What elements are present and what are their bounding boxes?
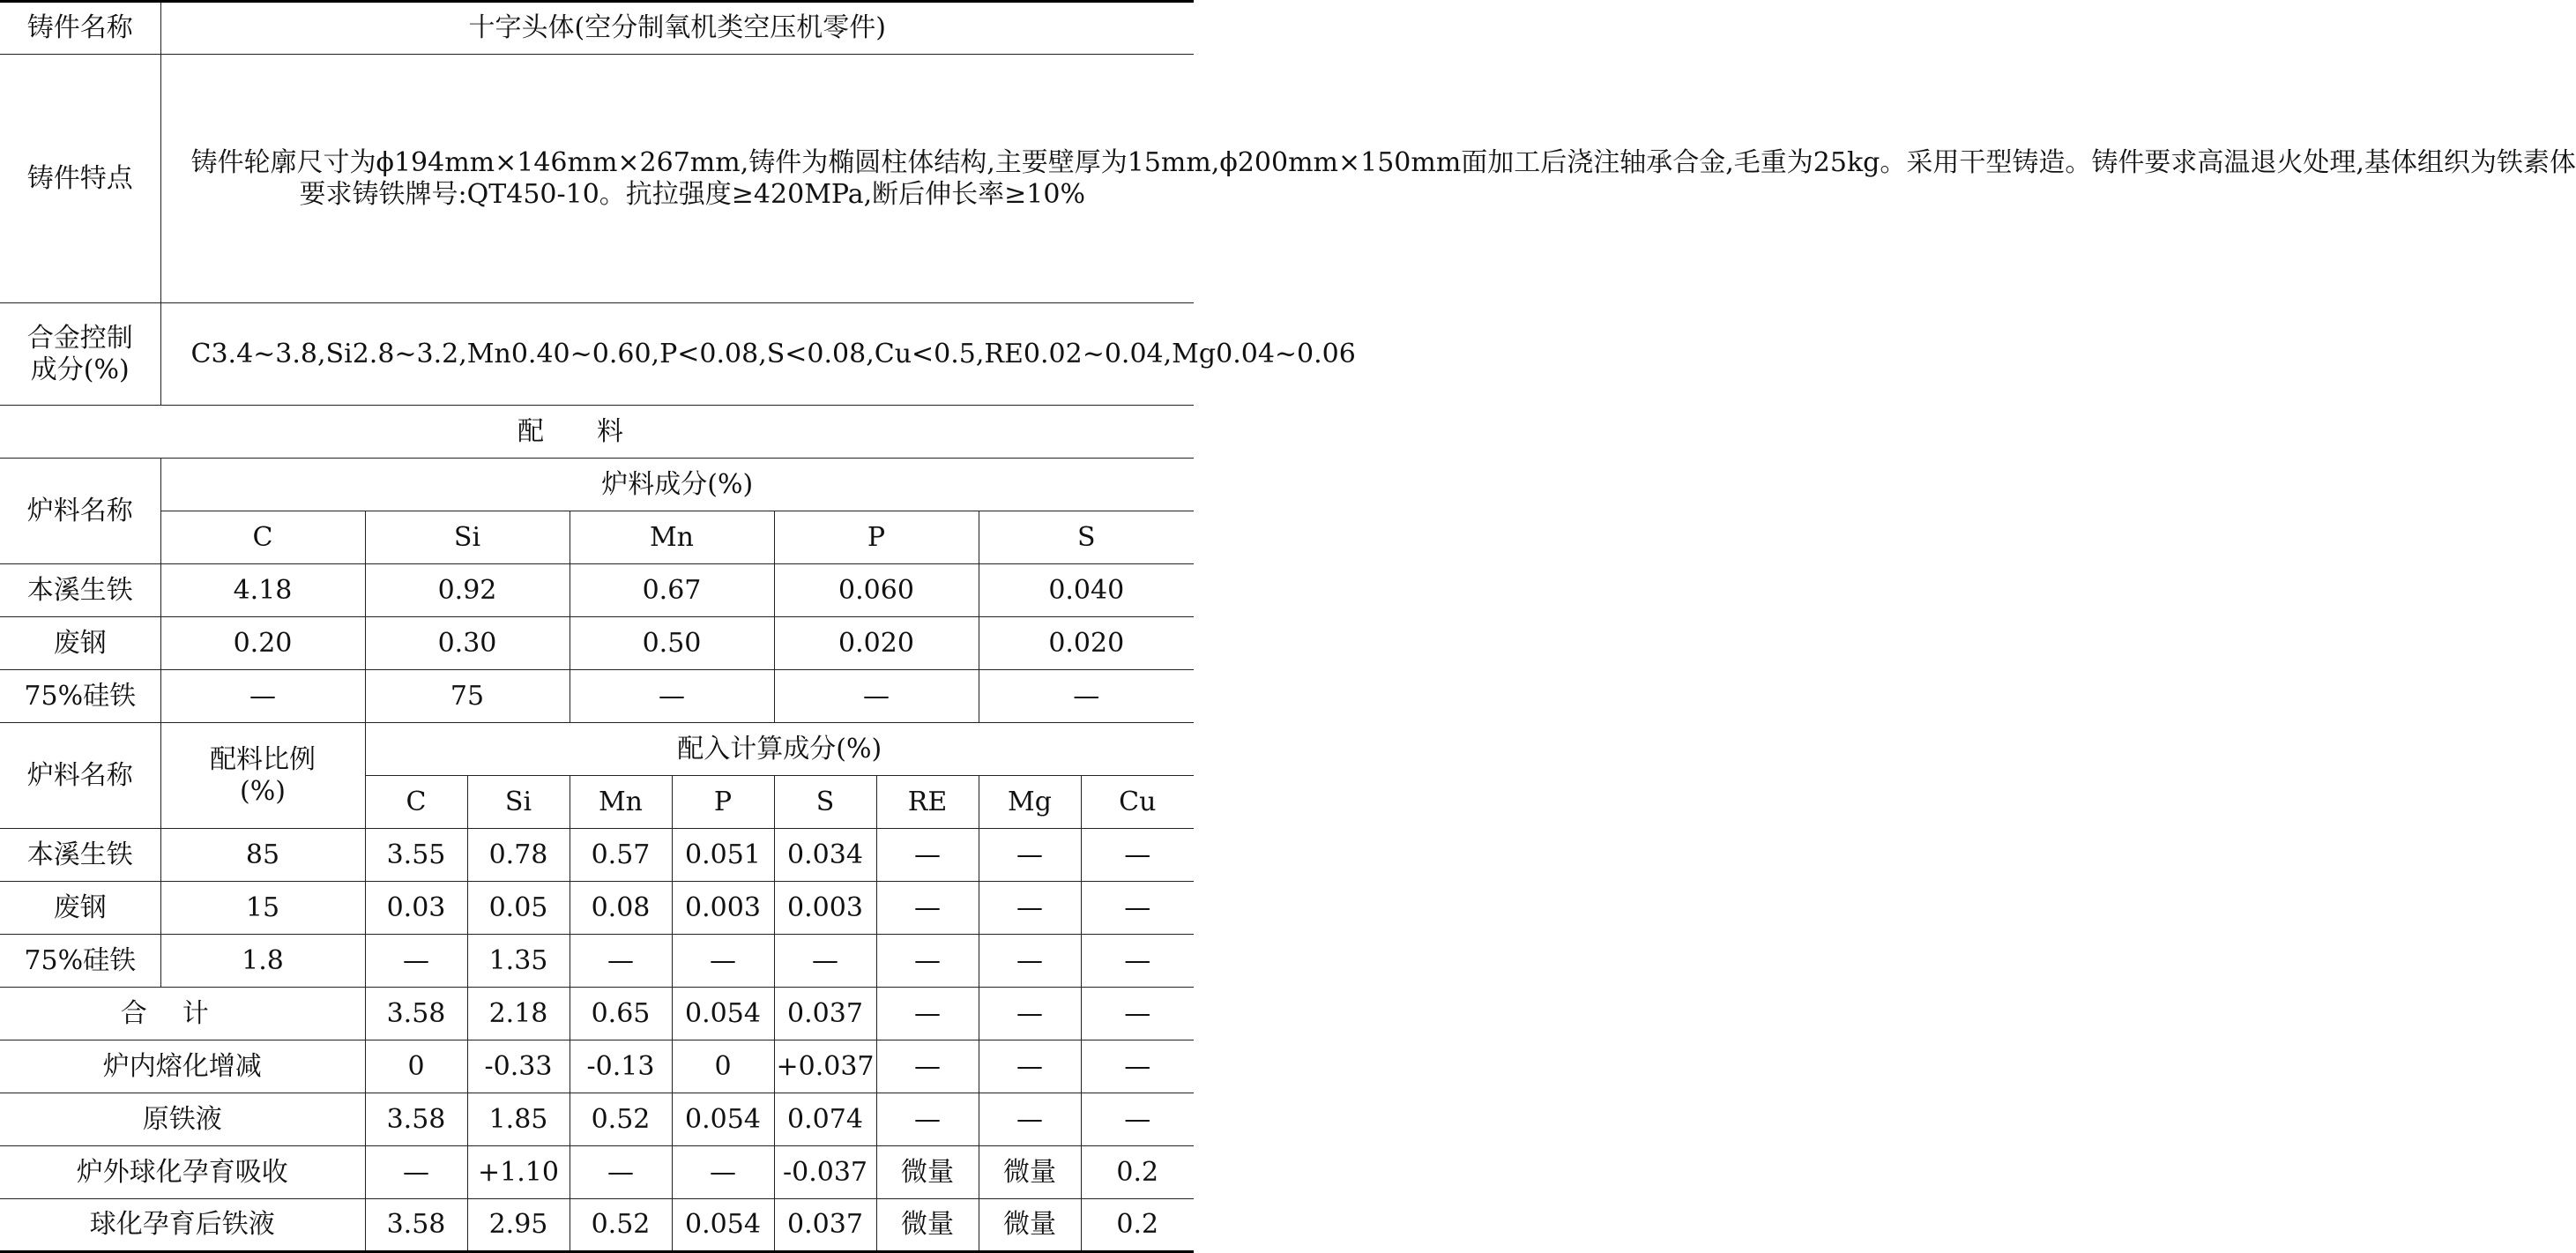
charge-col-mn: Mn	[570, 511, 774, 564]
calc-col-c: C	[365, 776, 467, 829]
summary-row-absorption	[0, 1146, 1194, 1199]
calc-col-si: Si	[467, 776, 570, 829]
summary-cell: 0	[365, 1040, 467, 1093]
summary-cell: +1.10	[467, 1146, 570, 1199]
summary-row-name: 炉内熔化增减	[0, 1040, 365, 1093]
calc-cell: —	[876, 829, 979, 882]
calc-row-ratio: 15	[160, 882, 365, 935]
calc-cell: 0.05	[467, 882, 570, 935]
alloy-label-line-2: 成分(%)	[30, 354, 130, 385]
summary-cell: —	[979, 1093, 1081, 1146]
calc-row-ratio: 1.8	[160, 935, 365, 988]
charge-cell: —	[979, 670, 1194, 723]
summary-cell: —	[1081, 988, 1194, 1040]
charge-row-name: 75%硅铁	[0, 670, 160, 723]
summary-cell: —	[979, 1040, 1081, 1093]
charge-cell: 0.20	[160, 617, 365, 670]
casting-name-value: 十字头体(空分制氧机类空压机零件)	[160, 2, 1194, 55]
calc-header-row	[0, 723, 1194, 776]
calc-cell: —	[979, 935, 1081, 988]
charge-cell: 75	[365, 670, 570, 723]
calc-cell: 1.35	[467, 935, 570, 988]
summary-row-name: 炉外球化孕育吸收	[0, 1146, 365, 1199]
calc-cell: 0.08	[570, 882, 672, 935]
summary-cell: 微量	[979, 1199, 1081, 1252]
alloy-control-value	[160, 303, 1356, 406]
summary-row-base-iron	[0, 1093, 1194, 1146]
charge-cell: —	[774, 670, 979, 723]
summary-cell: 0.2	[1081, 1199, 1194, 1252]
summary-row-name: 合计	[0, 988, 365, 1040]
alloy-control-label	[0, 303, 160, 406]
calc-cell: 0.003	[672, 882, 774, 935]
summary-cell: -0.13	[570, 1040, 672, 1093]
summary-cell: —	[570, 1146, 672, 1199]
casting-features-row	[0, 55, 1194, 303]
calc-row	[0, 935, 1194, 988]
calc-cell: 0.57	[570, 829, 672, 882]
alloy-control-text: C3.4~3.8,Si2.8~3.2,Mn0.40~0.60,P<0.08,S<0.08,Cu<0.5,RE0.02~0.04,Mg0.04~0.06	[190, 338, 1356, 369]
charge-composition-header: 炉料成分(%)	[160, 459, 1194, 511]
summary-row-total	[0, 988, 1194, 1040]
ratio-header-line-1: 配料比例	[210, 743, 316, 775]
calc-row	[0, 829, 1194, 882]
charge-name-header: 炉料名称	[0, 459, 160, 564]
summary-cell: —	[979, 988, 1081, 1040]
summary-row-melt-change	[0, 1040, 1194, 1093]
casting-name-row	[0, 2, 1194, 55]
summary-cell: 3.58	[365, 1093, 467, 1146]
calc-cell: —	[365, 935, 467, 988]
calc-ratio-header	[160, 723, 365, 829]
calc-row-name: 75%硅铁	[0, 935, 160, 988]
summary-cell: —	[876, 988, 979, 1040]
calc-row-ratio: 85	[160, 829, 365, 882]
section-title-row	[0, 406, 1194, 459]
summary-cell: 3.58	[365, 1199, 467, 1252]
calc-composition-header: 配入计算成分(%)	[365, 723, 1194, 776]
summary-cell: 0.054	[672, 1093, 774, 1146]
ratio-header-line-2: (%)	[240, 775, 286, 807]
charge-cell: 0.040	[979, 564, 1194, 617]
charge-col-s: S	[979, 511, 1194, 564]
summary-cell: —	[1081, 1093, 1194, 1146]
summary-cell: 0.037	[774, 1199, 876, 1252]
charge-col-c: C	[160, 511, 365, 564]
charge-cell: —	[570, 670, 774, 723]
charge-columns-row	[0, 511, 1194, 564]
summary-cell: 0.054	[672, 988, 774, 1040]
casting-name-label: 铸件名称	[0, 2, 160, 55]
calc-cell: 0.003	[774, 882, 876, 935]
charge-cell: 4.18	[160, 564, 365, 617]
calc-row	[0, 882, 1194, 935]
charge-cell: 0.50	[570, 617, 774, 670]
summary-cell: 3.58	[365, 988, 467, 1040]
calc-row-name: 本溪生铁	[0, 829, 160, 882]
calc-row-name: 废钢	[0, 882, 160, 935]
alloy-label-line-1: 合金控制	[26, 322, 133, 354]
charge-cell: —	[160, 670, 365, 723]
charge-header-row	[0, 459, 1194, 511]
charge-cell: 0.30	[365, 617, 570, 670]
summary-cell: 0.65	[570, 988, 672, 1040]
summary-cell: —	[672, 1146, 774, 1199]
calc-cell: —	[1081, 829, 1194, 882]
calc-cell: 0.051	[672, 829, 774, 882]
summary-cell: 0.037	[774, 988, 876, 1040]
summary-cell: 2.95	[467, 1199, 570, 1252]
summary-cell: -0.33	[467, 1040, 570, 1093]
summary-cell: —	[876, 1093, 979, 1146]
calc-col-cu: Cu	[1081, 776, 1194, 829]
calc-cell: 0.78	[467, 829, 570, 882]
summary-cell: 1.85	[467, 1093, 570, 1146]
summary-cell: 微量	[876, 1146, 979, 1199]
summary-cell: -0.037	[774, 1146, 876, 1199]
charge-row-name: 本溪生铁	[0, 564, 160, 617]
summary-cell: —	[365, 1146, 467, 1199]
summary-cell: 0.52	[570, 1093, 672, 1146]
casting-features-label: 铸件特点	[0, 55, 160, 303]
casting-features-text	[160, 55, 2576, 303]
charge-cell: 0.020	[774, 617, 979, 670]
calc-cell: —	[1081, 935, 1194, 988]
charge-col-p: P	[774, 511, 979, 564]
calc-cell: 3.55	[365, 829, 467, 882]
calc-cell: —	[774, 935, 876, 988]
charge-row	[0, 564, 1194, 617]
summary-cell: 0	[672, 1040, 774, 1093]
charge-cell: 0.67	[570, 564, 774, 617]
charge-col-si: Si	[365, 511, 570, 564]
alloy-control-row	[0, 303, 1194, 406]
calc-cell: —	[570, 935, 672, 988]
charge-cell: 0.060	[774, 564, 979, 617]
charge-cell: 0.92	[365, 564, 570, 617]
calc-name-header: 炉料名称	[0, 723, 160, 829]
summary-cell: 微量	[979, 1146, 1081, 1199]
summary-row-name: 球化孕育后铁液	[0, 1199, 365, 1252]
calc-cell: 0.034	[774, 829, 876, 882]
calc-col-s: S	[774, 776, 876, 829]
calc-cell: —	[979, 882, 1081, 935]
features-paragraph-1: 铸件轮廓尺寸为ϕ194mm×146mm×267mm,铸件为椭圆柱体结构,主要壁厚为15mm,ϕ200mm×150mm面加工后浇注轴承合金,毛重为25kg。采用干型铸造。铸件要求高温退火处理,基体组织为铁素体	[190, 146, 2576, 178]
summary-cell: —	[1081, 1040, 1194, 1093]
charge-row	[0, 617, 1194, 670]
charge-row-name: 废钢	[0, 617, 160, 670]
summary-cell: —	[876, 1040, 979, 1093]
summary-cell: 2.18	[467, 988, 570, 1040]
summary-cell: 微量	[876, 1199, 979, 1252]
calc-col-mn: Mn	[570, 776, 672, 829]
calc-cell: —	[1081, 882, 1194, 935]
summary-cell: 0.054	[672, 1199, 774, 1252]
calc-col-p: P	[672, 776, 774, 829]
calc-cell: —	[979, 829, 1081, 882]
calc-col-re: RE	[876, 776, 979, 829]
summary-row-final-iron	[0, 1199, 1194, 1252]
summary-row-name: 原铁液	[0, 1093, 365, 1146]
summary-cell: 0.074	[774, 1093, 876, 1146]
summary-cell: 0.52	[570, 1199, 672, 1252]
charge-row	[0, 670, 1194, 723]
calc-cell: —	[672, 935, 774, 988]
features-paragraph-2: 要求铸铁牌号:QT450-10。抗拉强度≥420MPa,断后伸长率≥10%	[299, 178, 1085, 210]
section-title: 配料	[0, 406, 1194, 459]
calc-col-mg: Mg	[979, 776, 1081, 829]
calc-cell: —	[876, 935, 979, 988]
summary-cell: +0.037	[774, 1040, 876, 1093]
summary-cell: 0.2	[1081, 1146, 1194, 1199]
charge-cell: 0.020	[979, 617, 1194, 670]
calc-cell: 0.03	[365, 882, 467, 935]
calc-cell: —	[876, 882, 979, 935]
